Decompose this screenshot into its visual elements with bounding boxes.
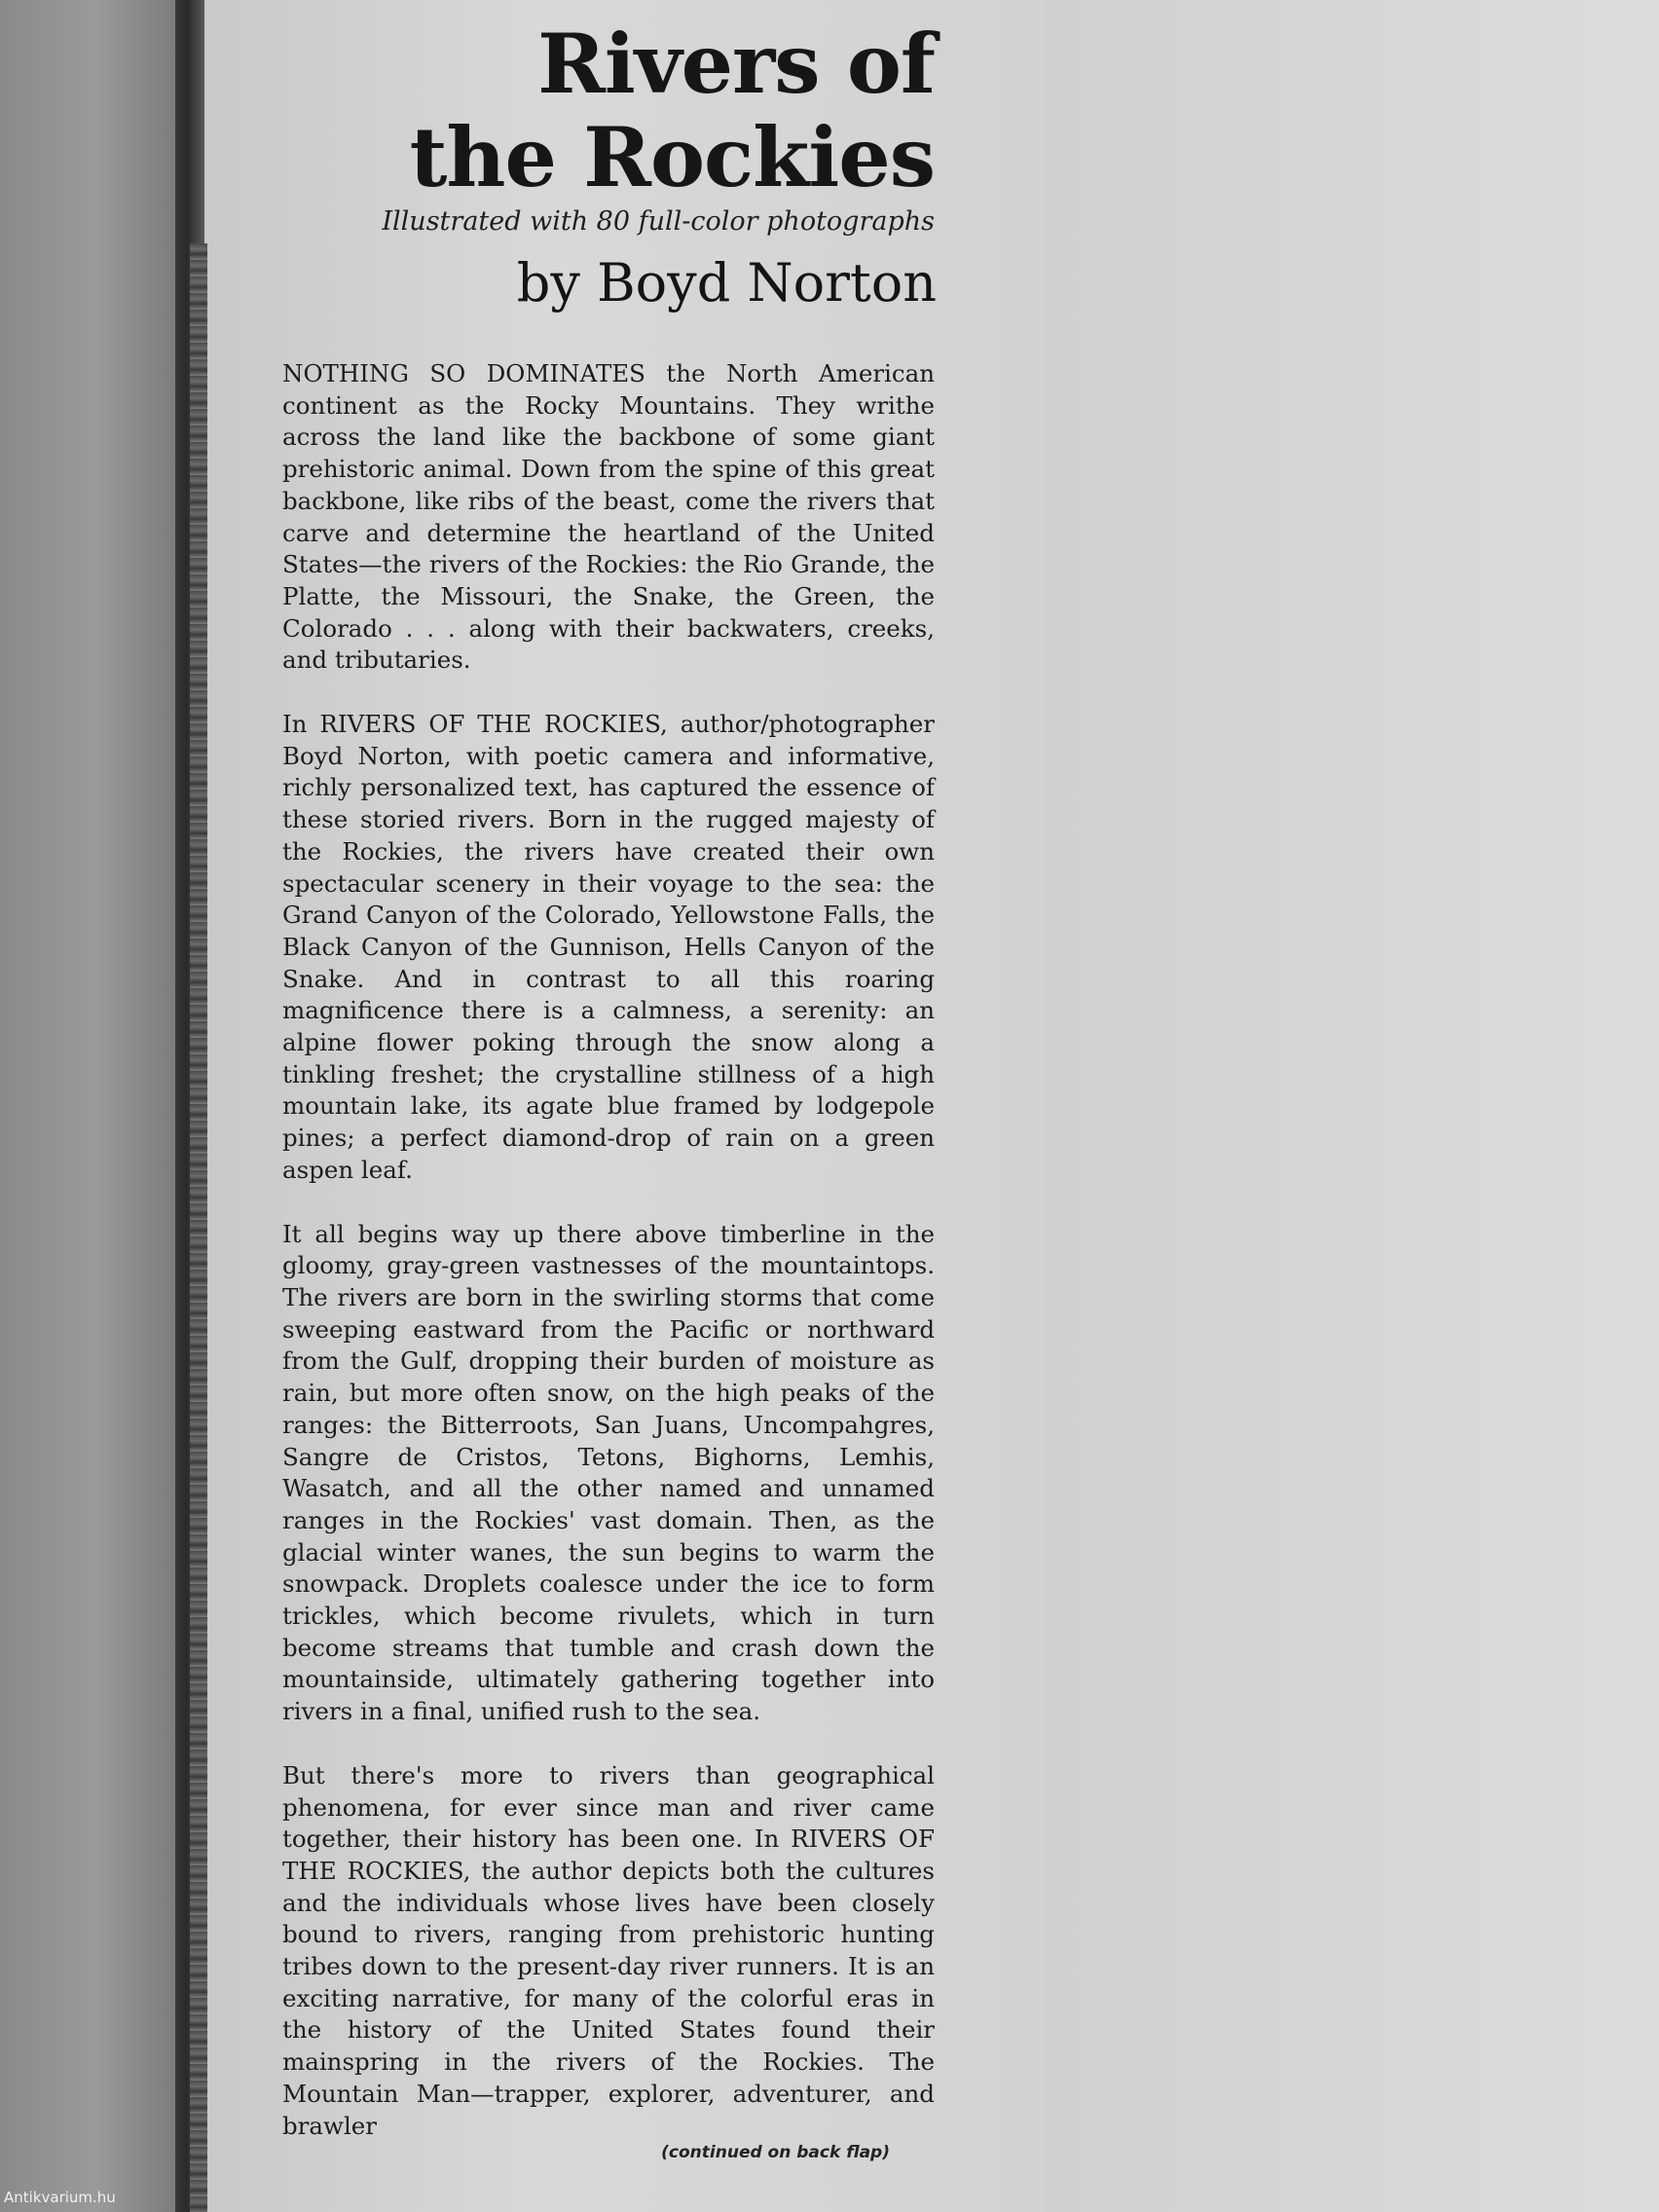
paragraph-2: In RIVERS OF THE ROCKIES, author/photographer Boyd Norton, with poetic camera and informative, richly personalized text, has captured the essence of these storied rivers. Born in the rugged majesty of the Rockies, the rivers have created their own spectacular scenery in their voyage to the sea: the Grand Canyon of the Colorado, Yellowstone Falls, the Black Canyon of the Gunnison, Hells Canyon of the Snake. And in contrast to all this roaring magnificence there is a calmness, a serenity: an alpine flower poking through the snow along a tinkling freshet; the crystalline stillness of a high mountain lake, its agate blue framed by lodgepole pines; a perfect diamond-drop of rain on a green aspen leaf. (282, 710, 935, 1184)
paragraph-3: It all begins way up there above timberline in the gloomy, gray-green vastnesses of the mountaintops. The rivers are born in the swirling storms that come sweeping eastward from the Pacific or northward from the Gulf, dropping their burden of moisture as rain, but more often snow, on the high peaks of the ranges: the Bitterroots, San Juans, Uncompahgres, Sangre de Cristos, Tetons, Bighorns, Lemhis, Wasatch, and all the other named and unnamed ranges in the Rockies' vast domain. Then, as the glacial winter wanes, the sun begins to warm the snowpack. Droplets coalesce under the ice to form trickles, which become rivulets, which in turn become streams that tumble and crash down the mountainside, ultimately gathering together into rivers in a final, unified rush to the sea. (282, 1219, 935, 1726)
paragraph-1: NOTHING SO DOMINATES the North American continent as the Rocky Mountains. They writhe across the land like the backbone of some giant prehistoric animal. Down from the spine of this great backbone, like ribs of the beast, come the rivers that carve and determine the heartland of the United States—the rivers of the Rockies: the Rio Grande, the Platte, the Missouri, the Snake, the Green, the Colorado . . . along with their backwaters, creeks, and tributaries. (282, 359, 935, 675)
background-surface (0, 0, 175, 2212)
book-title (253, 18, 935, 204)
cover-photo-edge (190, 243, 207, 2212)
flap-description (282, 358, 935, 2174)
adjacent-page (1044, 0, 1659, 2212)
title-line-2: the Rockies (409, 109, 935, 205)
continued-note: (continued on back flap) (661, 2143, 890, 2162)
paragraph-4: But there's more to rivers than geographical phenomena, for ever since man and river came together, their history has been one. In RIVERS OF THE ROCKIES, the author depicts both the cultures and the individuals whose lives have been closely bound to rivers, ranging from prehistoric hunting tribes down to the present-day river runners. It is an exciting narrative, for many of the colorful eras in the history of the United States found their mainspring in the rivers of the Rockies. The Mountain Man—trapper, explorer, adventurer, and brawler (282, 1760, 935, 2140)
title-line-1: Rivers of (537, 16, 935, 112)
watermark: Antikvarium.hu (4, 2189, 116, 2206)
book-subtitle: Illustrated with 80 full-color photographs (382, 206, 935, 237)
author-byline: by Boyd Norton (516, 252, 937, 313)
